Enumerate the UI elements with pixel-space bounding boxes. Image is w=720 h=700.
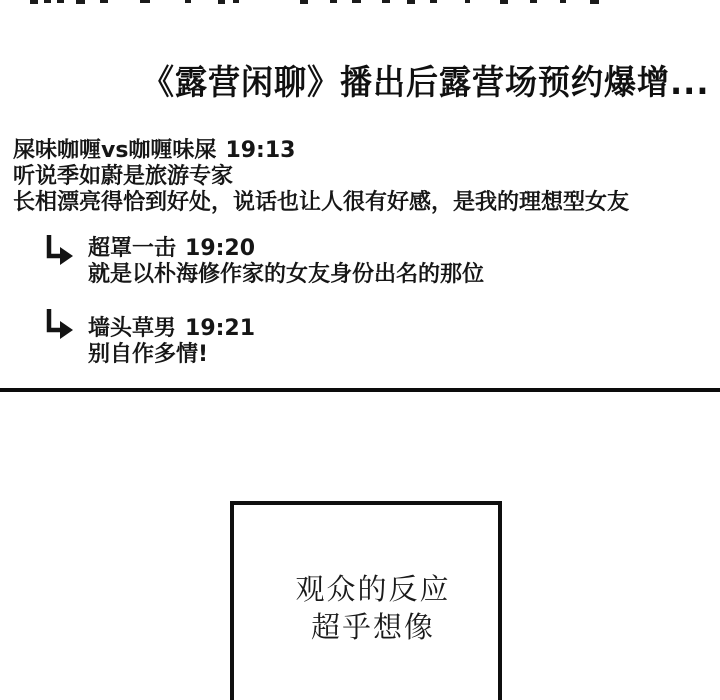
reply-time: 19:21 — [185, 316, 256, 341]
comment-author: 屎味咖喱vs咖喱味屎 — [13, 138, 217, 163]
reply-meta — [88, 236, 484, 262]
comment-main — [13, 138, 713, 216]
reply-arrow-icon — [44, 234, 74, 266]
news-headline: 《露营闲聊》播出后露营场预约爆增... — [142, 62, 710, 103]
comment-meta — [13, 138, 713, 164]
comment-time: 19:13 — [225, 138, 296, 163]
reply-time: 19:20 — [185, 236, 256, 261]
reply-author: 墙头草男 — [88, 316, 177, 341]
reply-meta — [88, 316, 255, 342]
caption-line1: 观众的反应 — [295, 574, 451, 606]
caption-box — [230, 501, 502, 700]
reply-author: 超罩一击 — [88, 236, 177, 261]
caption-line2: 超乎想像 — [310, 612, 435, 644]
comment-body-line1: 听说季如蔚是旅游专家 — [13, 164, 234, 189]
caption-text — [241, 571, 505, 647]
panel-divider — [0, 388, 720, 392]
reply-body: 别自作多情! — [88, 342, 209, 367]
reply-body: 就是以朴海修作家的女友身份出名的那位 — [88, 262, 485, 287]
comment-body-line2: 长相漂亮得恰到好处，说话也让人很有好感，是我的理想型女友 — [13, 190, 630, 215]
cropped-text-fragments — [0, 0, 720, 8]
reply-arrow-icon — [44, 308, 74, 340]
